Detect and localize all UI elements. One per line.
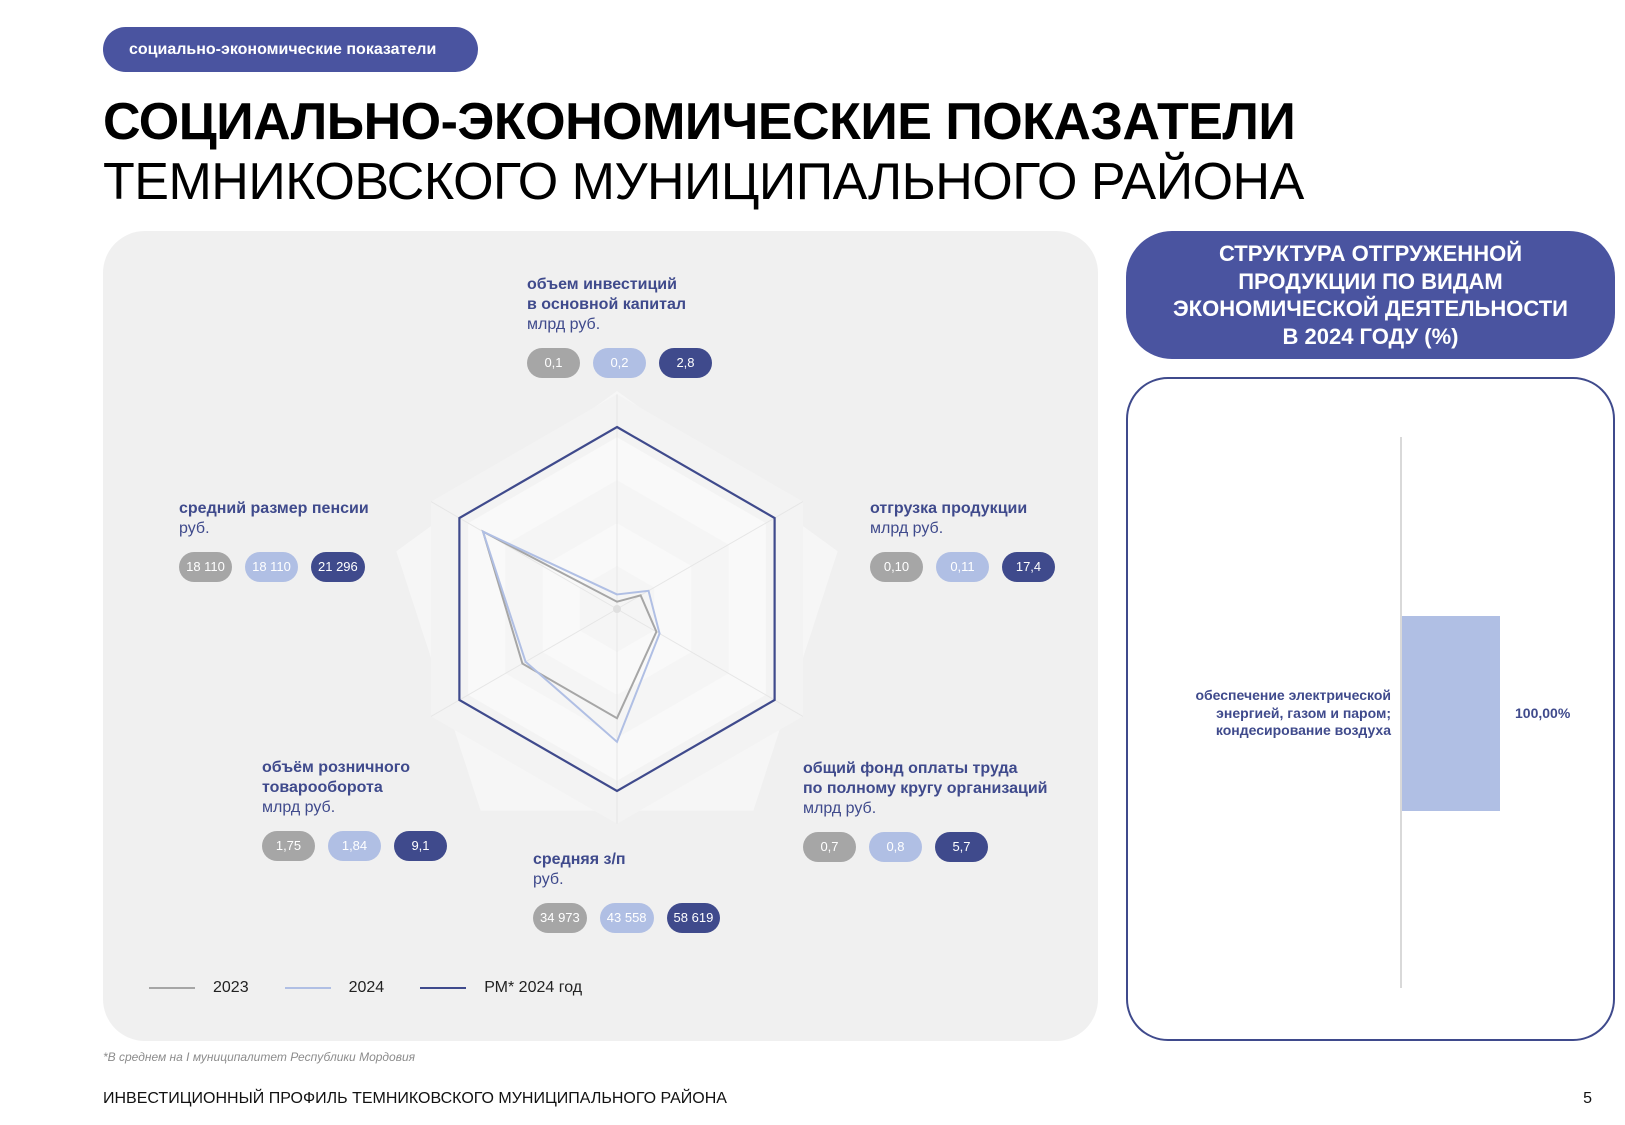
page-number: 5 <box>1583 1090 1592 1107</box>
value-2024: 43 558 <box>600 903 654 933</box>
legend-label: 2023 <box>213 979 249 996</box>
bar-category-label: обеспечение электрической энергией, газом и паром; кондесирование воздуха <box>1195 687 1391 738</box>
value-2023: 1,75 <box>262 831 315 861</box>
legend-label: 2024 <box>348 979 385 996</box>
indicator-name: общий фонд оплаты труда по полному кругу организаций <box>803 760 1048 797</box>
indicator-retail-turnover <box>262 758 447 861</box>
bar-energy <box>1402 616 1500 811</box>
value-rm: 21 296 <box>311 552 365 582</box>
radar-legend <box>149 979 618 997</box>
indicator-unit: млрд руб. <box>262 799 336 816</box>
legend-line-icon <box>149 987 195 989</box>
indicator-unit: млрд руб. <box>803 800 877 817</box>
structure-header: СТРУКТУРА ОТГРУЖЕННОЙ ПРОДУКЦИИ ПО ВИДАМ ЭКОНОМИЧЕСКОЙ ДЕЯТЕЛЬНОСТИ В 2024 ГОДУ (%) <box>1126 231 1615 359</box>
indicator-wage-fund <box>803 759 1048 862</box>
value-2024: 0,11 <box>936 552 989 582</box>
value-rm: 17,4 <box>1002 552 1055 582</box>
value-2023: 0,7 <box>803 832 856 862</box>
footer-text: ИНВЕСТИЦИОННЫЙ ПРОФИЛЬ ТЕМНИКОВСКОГО МУНИЦИПАЛЬНОГО РАЙОНА <box>103 1090 727 1107</box>
structure-bar-chart <box>1126 377 1615 1041</box>
value-2024: 0,2 <box>593 348 646 378</box>
indicator-unit: млрд руб. <box>527 316 601 333</box>
value-rm: 2,8 <box>659 348 712 378</box>
indicator-unit: руб. <box>533 871 564 888</box>
indicator-name: объём розничного товарооборота <box>262 759 411 796</box>
radar-center-dot <box>613 605 621 613</box>
legend-label: РМ* 2024 год <box>484 979 583 996</box>
indicator-name: отгрузка продукции <box>870 500 1028 517</box>
page-title-line2: ТЕМНИКОВСКОГО МУНИЦИПАЛЬНОГО РАЙОНА <box>103 153 1304 211</box>
value-2024: 0,8 <box>869 832 922 862</box>
value-rm: 5,7 <box>935 832 988 862</box>
value-2023: 34 973 <box>533 903 587 933</box>
indicator-shipment <box>870 499 1055 582</box>
legend-line-icon <box>285 987 331 989</box>
page-title-line1: СОЦИАЛЬНО-ЭКОНОМИЧЕСКИЕ ПОКАЗАТЕЛИ <box>103 93 1296 151</box>
indicator-average-salary <box>533 850 720 933</box>
legend-item-2023 <box>149 979 249 997</box>
legend-item-rm <box>420 979 582 997</box>
value-rm: 58 619 <box>667 903 721 933</box>
indicator-unit: руб. <box>179 520 210 537</box>
indicator-name: средний размер пенсии <box>179 500 369 517</box>
value-2023: 0,10 <box>870 552 923 582</box>
value-rm: 9,1 <box>394 831 447 861</box>
indicator-name: объем инвестиций в основной капитал <box>527 276 687 313</box>
value-2023: 0,1 <box>527 348 580 378</box>
value-2023: 18 110 <box>179 552 232 582</box>
value-2024: 1,84 <box>328 831 381 861</box>
indicator-unit: млрд руб. <box>870 520 944 537</box>
indicator-investments <box>527 275 712 378</box>
bar-value-label: 100,00% <box>1515 705 1571 721</box>
value-2024: 18 110 <box>245 552 298 582</box>
footnote: *В среднем на I муниципалитет Республики Мордовия <box>103 1050 416 1064</box>
indicator-name: средняя з/п <box>533 851 626 868</box>
section-tag: социально-экономические показатели <box>103 27 478 72</box>
indicator-average-pension <box>179 499 369 582</box>
radar-panel <box>103 231 1098 1041</box>
legend-item-2024 <box>285 979 385 997</box>
legend-line-icon <box>420 987 466 989</box>
